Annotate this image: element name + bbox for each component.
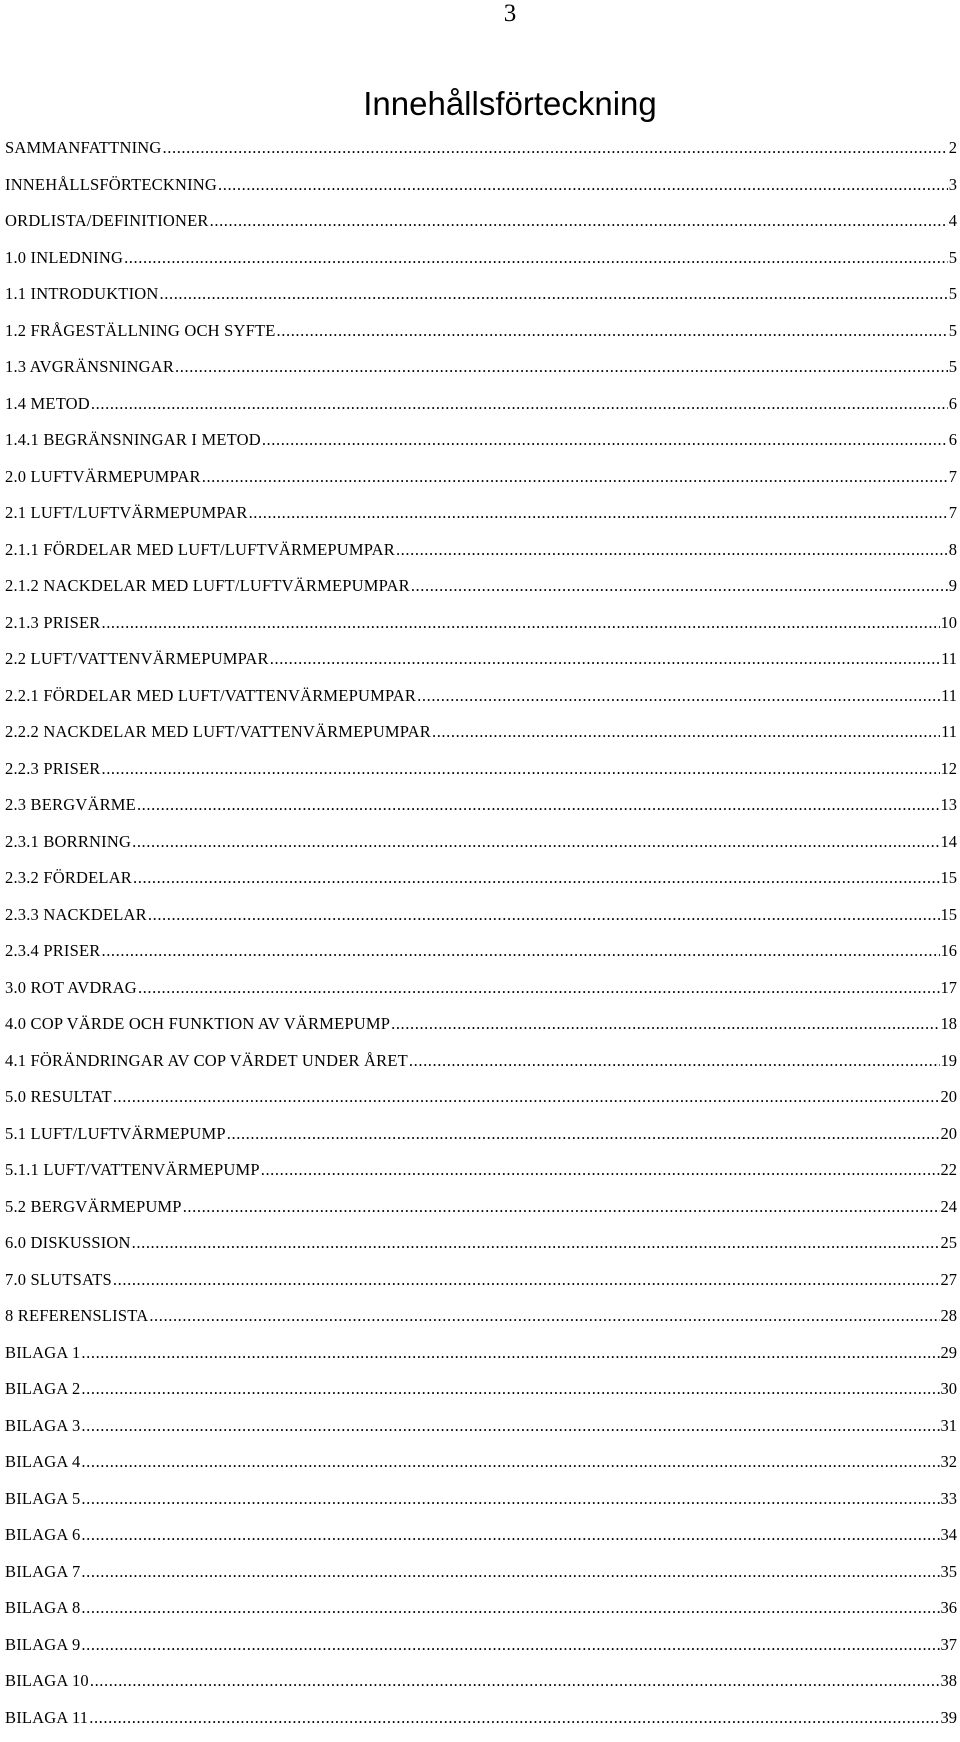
toc-dot-leader — [163, 136, 948, 160]
toc-entry-label[interactable]: 6.0 DISKUSSION — [5, 1231, 131, 1255]
toc-entry[interactable] — [5, 209, 957, 246]
toc-entry-label[interactable]: 2.1.1 FÖRDELAR MED LUFT/LUFTVÄRMEPUMPAR — [5, 538, 395, 562]
toc-entry-label[interactable]: 2.1.3 PRISER — [5, 611, 100, 635]
toc-entry[interactable] — [5, 1085, 957, 1122]
toc-dot-leader — [132, 830, 939, 854]
toc-dot-leader — [432, 720, 940, 744]
toc-dot-leader — [261, 1158, 940, 1182]
toc-entry-label[interactable]: 1.2 FRÅGESTÄLLNING OCH SYFTE — [5, 319, 276, 343]
toc-entry[interactable] — [5, 1122, 957, 1159]
toc-entry-label[interactable]: 5.1.1 LUFT/VATTENVÄRMEPUMP — [5, 1158, 260, 1182]
toc-entry[interactable] — [5, 1304, 957, 1341]
toc-dot-leader — [91, 392, 948, 416]
toc-entry-label[interactable]: 2.1 LUFT/LUFTVÄRMEPUMPAR — [5, 501, 248, 525]
toc-dot-leader — [81, 1341, 939, 1365]
toc-entry[interactable] — [5, 647, 957, 684]
toc-entry-page-number[interactable]: 11 — [941, 684, 957, 708]
toc-entry[interactable] — [5, 173, 957, 210]
toc-entry[interactable] — [5, 757, 957, 794]
toc-entry-page-number[interactable]: 5 — [949, 319, 957, 343]
toc-entry-label[interactable]: BILAGA 11 — [5, 1706, 88, 1730]
toc-entry[interactable] — [5, 1450, 957, 1487]
toc-entry-label[interactable]: 5.0 RESULTAT — [5, 1085, 112, 1109]
toc-entry-label[interactable]: 2.2.3 PRISER — [5, 757, 100, 781]
toc-entry-page-number[interactable]: 22 — [941, 1158, 958, 1182]
toc-entry[interactable] — [5, 1596, 957, 1633]
toc-entry-page-number[interactable]: 19 — [941, 1049, 958, 1073]
toc-dot-leader — [101, 611, 939, 635]
toc-entry-label[interactable]: 3.0 ROT AVDRAG — [5, 976, 137, 1000]
toc-entry-label[interactable]: BILAGA 1 — [5, 1341, 80, 1365]
toc-entry[interactable] — [5, 1523, 957, 1560]
toc-entry[interactable] — [5, 1195, 957, 1232]
toc-entry[interactable] — [5, 1633, 957, 1670]
toc-entry-label[interactable]: SAMMANFATTNING — [5, 136, 162, 160]
toc-entry-page-number[interactable]: 11 — [941, 720, 957, 744]
toc-entry-label[interactable]: 2.3.1 BORRNING — [5, 830, 131, 854]
toc-entry[interactable] — [5, 684, 957, 721]
toc-entry-label[interactable]: BILAGA 3 — [5, 1414, 80, 1438]
toc-entry-page-number[interactable]: 2 — [949, 136, 957, 160]
toc-entry[interactable] — [5, 1268, 957, 1305]
toc-entry[interactable] — [5, 1012, 957, 1049]
toc-entry-page-number[interactable]: 13 — [941, 793, 958, 817]
toc-entry-label[interactable]: 2.3.2 FÖRDELAR — [5, 866, 132, 890]
toc-dot-leader — [137, 793, 940, 817]
toc-entry-page-number[interactable]: 5 — [949, 282, 957, 306]
toc-entry-label[interactable]: 4.0 COP VÄRDE OCH FUNKTION AV VÄRMEPUMP — [5, 1012, 390, 1036]
toc-dot-leader — [113, 1268, 940, 1292]
toc-entry[interactable] — [5, 1414, 957, 1451]
toc-dot-leader — [202, 465, 948, 489]
toc-dot-leader — [81, 1523, 939, 1547]
toc-dot-leader — [90, 1669, 940, 1693]
page-number: 3 — [0, 0, 960, 28]
toc-dot-leader — [218, 173, 948, 197]
toc-dot-leader — [149, 1304, 939, 1328]
toc-entry[interactable] — [5, 903, 957, 940]
toc-entry[interactable] — [5, 1341, 957, 1378]
toc-entry-label[interactable]: BILAGA 10 — [5, 1669, 89, 1693]
toc-entry[interactable] — [5, 1158, 957, 1195]
toc-entry-page-number[interactable]: 27 — [941, 1268, 958, 1292]
toc-entry-label[interactable]: 2.0 LUFTVÄRMEPUMPAR — [5, 465, 201, 489]
toc-entry-page-number[interactable]: 8 — [949, 538, 957, 562]
toc-dot-leader — [262, 428, 948, 452]
toc-entry-label[interactable]: BILAGA 4 — [5, 1450, 80, 1474]
toc-entry[interactable] — [5, 1487, 957, 1524]
toc-entry-label[interactable]: 1.4 METOD — [5, 392, 90, 416]
toc-entry[interactable] — [5, 1560, 957, 1597]
toc-entry[interactable] — [5, 538, 957, 575]
toc-entry[interactable] — [5, 246, 957, 283]
toc-entry[interactable] — [5, 976, 957, 1013]
toc-entry-page-number[interactable]: 11 — [941, 647, 957, 671]
toc-dot-leader — [183, 1195, 940, 1219]
toc-entry-page-number[interactable]: 30 — [941, 1377, 958, 1401]
toc-entry-page-number[interactable]: 29 — [941, 1341, 958, 1365]
toc-entry-label[interactable]: 1.4.1 BEGRÄNSNINGAR I METOD — [5, 428, 261, 452]
toc-dot-leader — [210, 209, 948, 233]
toc-entry-label[interactable]: 5.1 LUFT/LUFTVÄRMEPUMP — [5, 1122, 226, 1146]
toc-entry[interactable] — [5, 866, 957, 903]
toc-entry[interactable] — [5, 574, 957, 611]
toc-dot-leader — [101, 939, 939, 963]
toc-entry-page-number[interactable]: 24 — [941, 1195, 958, 1219]
toc-entry-label[interactable]: 2.2.2 NACKDELAR MED LUFT/VATTENVÄRMEPUMPAR — [5, 720, 431, 744]
toc-entry[interactable] — [5, 830, 957, 867]
toc-entry-label[interactable]: ORDLISTA/DEFINITIONER — [5, 209, 209, 233]
toc-entry[interactable] — [5, 1377, 957, 1414]
toc-entry-label[interactable]: 8 REFERENSLISTA — [5, 1304, 148, 1328]
toc-entry-page-number[interactable]: 25 — [941, 1231, 958, 1255]
toc-entry[interactable] — [5, 1049, 957, 1086]
toc-entry-page-number[interactable]: 31 — [941, 1414, 958, 1438]
toc-entry[interactable] — [5, 939, 957, 976]
toc-entry-label[interactable]: 5.2 BERGVÄRMEPUMP — [5, 1195, 182, 1219]
toc-entry-page-number[interactable]: 28 — [941, 1304, 958, 1328]
toc-entry-page-number[interactable]: 9 — [949, 574, 957, 598]
toc-entry-label[interactable]: BILAGA 9 — [5, 1633, 80, 1657]
toc-entry-page-number[interactable]: 6 — [949, 428, 957, 452]
toc-entry-page-number[interactable]: 36 — [941, 1596, 958, 1620]
toc-entry-page-number[interactable]: 16 — [941, 939, 958, 963]
toc-entry-page-number[interactable]: 34 — [941, 1523, 958, 1547]
toc-dot-leader — [81, 1633, 939, 1657]
page-title: Innehållsförteckning — [0, 84, 960, 124]
toc-entry-label[interactable]: 1.1 INTRODUKTION — [5, 282, 159, 306]
toc-dot-leader — [81, 1377, 939, 1401]
toc-dot-leader — [227, 1122, 940, 1146]
toc-entry-page-number[interactable]: 3 — [949, 173, 957, 197]
toc-entry-label[interactable]: 1.0 INLEDNING — [5, 246, 123, 270]
toc-entry-page-number[interactable]: 32 — [941, 1450, 958, 1474]
toc-entry[interactable] — [5, 282, 957, 319]
toc-entry-label[interactable]: 1.3 AVGRÄNSNINGAR — [5, 355, 174, 379]
toc-entry-page-number[interactable]: 20 — [941, 1085, 958, 1109]
toc-entry-page-number[interactable]: 18 — [941, 1012, 958, 1036]
toc-entry-page-number[interactable]: 10 — [941, 611, 958, 635]
toc-entry-page-number[interactable]: 5 — [949, 246, 957, 270]
toc-dot-leader — [411, 574, 948, 598]
toc-entry[interactable] — [5, 1669, 957, 1706]
toc-dot-leader — [391, 1012, 939, 1036]
toc-entry-label[interactable]: INNEHÅLLSFÖRTECKNING — [5, 173, 217, 197]
toc-entry-label[interactable]: 4.1 FÖRÄNDRINGAR AV COP VÄRDET UNDER ÅRET — [5, 1049, 408, 1073]
toc-entry-label[interactable]: BILAGA 7 — [5, 1560, 80, 1584]
toc-dot-leader — [249, 501, 948, 525]
toc-dot-leader — [277, 319, 948, 343]
toc-dot-leader — [148, 903, 940, 927]
toc-entry[interactable] — [5, 355, 957, 392]
toc-dot-leader — [89, 1706, 939, 1730]
toc-entry[interactable] — [5, 720, 957, 757]
toc-dot-leader — [81, 1414, 939, 1438]
toc-entry-label[interactable]: 2.3.4 PRISER — [5, 939, 100, 963]
toc-entry-page-number[interactable]: 7 — [949, 465, 957, 489]
toc-entry-label[interactable]: BILAGA 8 — [5, 1596, 80, 1620]
toc-entry-label[interactable]: BILAGA 5 — [5, 1487, 80, 1511]
toc-entry-page-number[interactable]: 20 — [941, 1122, 958, 1146]
table-of-contents — [5, 136, 957, 1742]
toc-dot-leader — [101, 757, 939, 781]
toc-dot-leader — [124, 246, 948, 270]
toc-entry[interactable] — [5, 1706, 957, 1742]
toc-dot-leader — [133, 866, 939, 890]
toc-entry-page-number[interactable]: 12 — [941, 757, 958, 781]
toc-entry-label[interactable]: 2.3.3 NACKDELAR — [5, 903, 147, 927]
toc-entry-page-number[interactable]: 33 — [941, 1487, 958, 1511]
toc-entry-label[interactable]: 2.2 LUFT/VATTENVÄRMEPUMPAR — [5, 647, 269, 671]
toc-dot-leader — [81, 1487, 939, 1511]
toc-entry-page-number[interactable]: 4 — [949, 209, 957, 233]
toc-entry[interactable] — [5, 465, 957, 502]
toc-dot-leader — [138, 976, 940, 1000]
toc-entry-label[interactable]: BILAGA 6 — [5, 1523, 80, 1547]
toc-entry-label[interactable]: 7.0 SLUTSATS — [5, 1268, 112, 1292]
toc-entry[interactable] — [5, 428, 957, 465]
toc-entry-label[interactable]: 2.1.2 NACKDELAR MED LUFT/LUFTVÄRMEPUMPAR — [5, 574, 410, 598]
toc-entry-page-number[interactable]: 15 — [941, 903, 958, 927]
toc-dot-leader — [175, 355, 948, 379]
toc-dot-leader — [113, 1085, 940, 1109]
toc-entry[interactable] — [5, 319, 957, 356]
toc-entry-page-number[interactable]: 17 — [941, 976, 958, 1000]
toc-dot-leader — [81, 1596, 939, 1620]
toc-entry[interactable] — [5, 1231, 957, 1268]
toc-entry[interactable] — [5, 136, 957, 173]
toc-entry[interactable] — [5, 501, 957, 538]
toc-dot-leader — [132, 1231, 940, 1255]
toc-entry[interactable] — [5, 793, 957, 830]
toc-entry-page-number[interactable]: 35 — [941, 1560, 958, 1584]
toc-dot-leader — [409, 1049, 940, 1073]
toc-dot-leader — [396, 538, 948, 562]
toc-entry-label[interactable]: 2.3 BERGVÄRME — [5, 793, 136, 817]
toc-entry[interactable] — [5, 611, 957, 648]
toc-entry-page-number[interactable]: 39 — [941, 1706, 958, 1730]
toc-dot-leader — [81, 1560, 939, 1584]
toc-entry-page-number[interactable]: 7 — [949, 501, 957, 525]
toc-entry-page-number[interactable]: 38 — [941, 1669, 958, 1693]
toc-dot-leader — [417, 684, 940, 708]
toc-entry-page-number[interactable]: 37 — [941, 1633, 958, 1657]
toc-entry-label[interactable]: BILAGA 2 — [5, 1377, 80, 1401]
toc-entry-page-number[interactable]: 15 — [941, 866, 958, 890]
toc-entry-label[interactable]: 2.2.1 FÖRDELAR MED LUFT/VATTENVÄRMEPUMPAR — [5, 684, 416, 708]
toc-dot-leader — [270, 647, 940, 671]
toc-entry[interactable] — [5, 392, 957, 429]
toc-entry-page-number[interactable]: 6 — [949, 392, 957, 416]
toc-dot-leader — [81, 1450, 939, 1474]
toc-entry-page-number[interactable]: 5 — [949, 355, 957, 379]
toc-entry-page-number[interactable]: 14 — [941, 830, 958, 854]
toc-dot-leader — [160, 282, 948, 306]
